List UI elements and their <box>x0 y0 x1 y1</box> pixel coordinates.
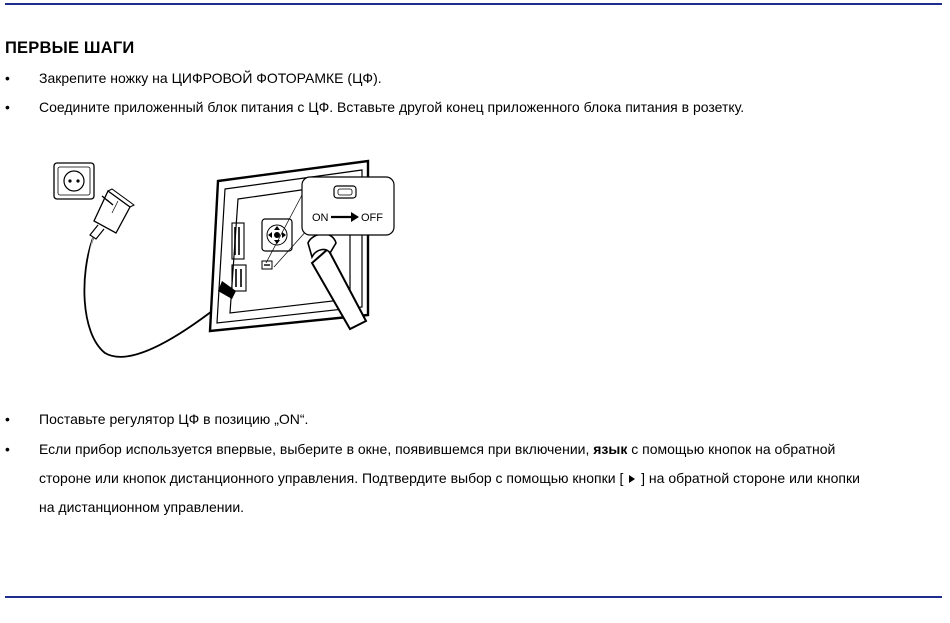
bullet-icon: • <box>5 70 10 86</box>
bold-keyword: язык <box>593 441 628 457</box>
wall-socket-icon <box>54 163 94 199</box>
text-segment: с помощью кнопок на обратной <box>627 441 836 457</box>
text-segment: ] на обратной стороне или кнопки <box>641 470 860 486</box>
photo-frame-setup-illustration <box>50 153 410 368</box>
switch-off-label: OFF <box>361 212 383 224</box>
bullet-icon: • <box>5 411 10 427</box>
switch-callout <box>302 177 394 235</box>
text-segment: Если прибор используется впервые, выберите в окне, появившемся при включении, <box>39 441 594 457</box>
list-item-text: Поставьте регулятор ЦФ в позицию „ON“. <box>39 411 309 427</box>
bullet-icon: • <box>5 441 10 457</box>
power-adapter-icon <box>90 189 134 239</box>
text-segment: стороне или кнопок дистанционного управления. Подтвердите выбор с помощью кнопки [ <box>39 470 624 486</box>
text-segment: на дистанционном управлении. <box>39 499 245 515</box>
list-item-text: Закрепите ножку на ЦИФРОВОЙ ФОТОРАМКЕ (ЦФ). <box>39 70 382 86</box>
bottom-divider <box>5 596 942 598</box>
top-divider <box>5 3 942 5</box>
bullet-icon: • <box>5 99 10 115</box>
list-item-text <box>39 435 919 522</box>
switch-on-label: ON <box>312 212 329 224</box>
list-item-text: Соедините приложенный блок питания с ЦФ. Вставьте другой конец приложенного блока питания в розетку. <box>39 99 745 115</box>
section-title: ПЕРВЫЕ ШАГИ <box>5 39 135 57</box>
play-triangle-icon <box>627 464 637 493</box>
